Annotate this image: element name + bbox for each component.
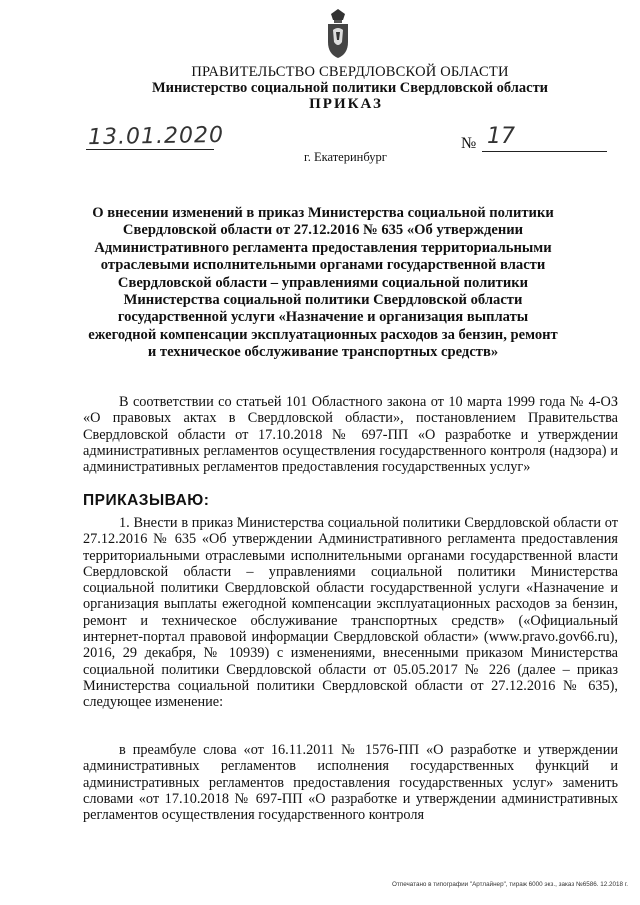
handwritten-number: 17 (487, 124, 515, 149)
coat-of-arms-icon (325, 8, 351, 60)
item-1-paragraph: 1. Внести в приказ Министерства социальной политики Свердловской области от 27.12.2016 № 635 «Об утверждении Административного регламента предоставления территориальными отраслевыми исполнительными органами государственной власти Свердловской области – управлениями социальной политики Министерства социальной политики Свердловской области государственной услуги «Назначение и организация выплаты ежегодной компенсации эксплуатационных расходов за бензин, ремонт и техническое обслуживание транспортных средств» («Официальный интернет-портал правовой информации Свердловской области» (www.pravo.gov66.ru), 2016, 29 декабря, № 10939) с изменениями, внесенными приказом Министерства социальной политики Свердловской области от 05.05.2017 № 226 (далее – приказ Министерства социальной политики Свердловской области от 27.12.2016 № 635), следующее изменение: (83, 515, 618, 711)
number-label: № (461, 135, 477, 152)
item-1-sub-paragraph: в преамбуле слова «от 16.11.2011 № 1576-ПП «О разработке и утверждении административных регламентов исполнения государственных функций и административных регламентов предоставления государственных услуг» заменить словами «от 17.10.2018 № 697-ПП «О разработке и утверждении административных регламентов осуществления государственного контроля (83, 742, 618, 824)
ministry-heading: Министерство социальной политики Свердловской области (151, 80, 549, 96)
document-type-heading: ПРИКАЗ (309, 96, 383, 112)
print-footer: Отпечатано в типографии "Артлайнер", тираж 6000 экз., заказ №6586. 12.2018 г. (392, 881, 629, 888)
government-heading: ПРАВИТЕЛЬСТВО СВЕРДЛОВСКОЙ ОБЛАСТИ (191, 64, 509, 80)
document-title: О внесении изменений в приказ Министерства социальной политики Свердловской области от 27.12.2016 № 635 «Об утверждении Административного регламента предоставления территориальными отраслевыми исполнительными органами государственной власти Свердловской области – управлениями социальной политики Министерства социальной политики Свердловской области государственной услуги «Назначение и организация выплаты ежегодной компенсации эксплуатационных расходов за бензин, ремонт и техническое обслуживание транспортных средств» (88, 205, 558, 361)
date-underline (86, 149, 214, 150)
city-label: г. Екатеринбург (304, 150, 387, 164)
handwritten-date: 13.01.2020 (87, 122, 225, 151)
order-word: ПРИКАЗЫВАЮ: (83, 492, 210, 509)
preamble-paragraph: В соответствии со статьей 101 Областного закона от 10 марта 1999 года № 4-ОЗ «О правовых актах в Свердловской области», постановлением Правительства Свердловской области от 17.10.2018 № 697-ПП «О разработке и утверждении административных регламентов осуществления государственного контроля (надзора) и административных регламентов предоставления государственных услуг» (83, 394, 618, 476)
number-underline (482, 151, 607, 152)
